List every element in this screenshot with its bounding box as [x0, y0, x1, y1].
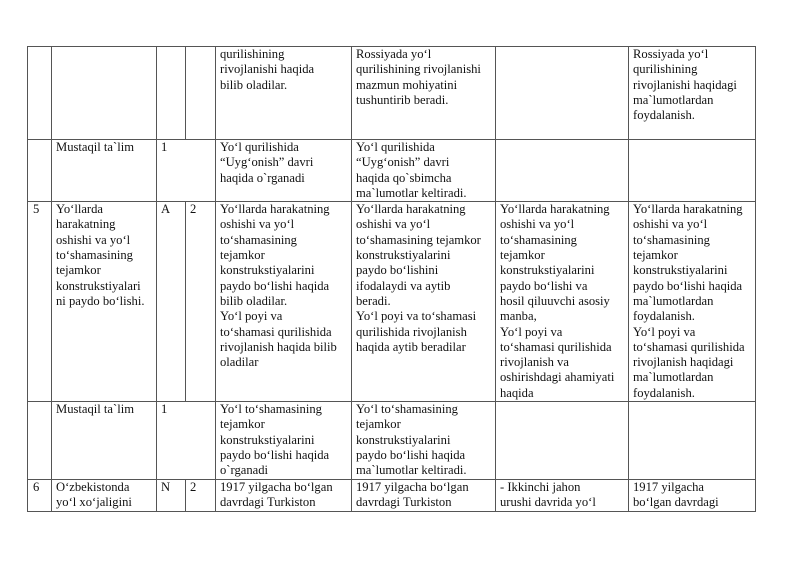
cell-outcome: Yo‘llarda harakatning oshishi va yo‘l to‘shamasining tejamkor konstrukstiyalarini paydo bo‘lishi haqida bilib oladilar. Yo‘l poyi va to‘shamasi qurilishida rivojlanish haqida bilib oladilar: [216, 202, 352, 402]
cell-number: [28, 402, 52, 480]
cell-topic: Mustaqil ta`lim: [52, 140, 157, 202]
cell-hours: [186, 47, 216, 140]
cell-methods: - Ikkinchi jahon urushi davrida yo‘l: [496, 480, 629, 512]
table-row: [28, 480, 756, 512]
cell-outcome: qurilishining rivojlanishi haqida bilib oladilar.: [216, 47, 352, 140]
cell-topic: Yo‘llarda harakatning oshishi va yo‘l to‘shamasining tejamkor konstrukstiyalari ni paydo bo‘lishi.: [52, 202, 157, 402]
cell-type: N: [157, 480, 186, 512]
cell-topic: [52, 47, 157, 140]
cell-methods: Yo‘llarda harakatning oshishi va yo‘l to‘shamasining tejamkor konstrukstiyalarini paydo bo‘lishi va hosil qiluuvchi asosiy manba, Yo‘l poyi va to‘shamasi qurilishida rivojlanish va oshirishdagi ahamiyati haqida: [496, 202, 629, 402]
cell-resources: Yo‘llarda harakatning oshishi va yo‘l to‘shamasining tejamkor konstrukstiyalarini paydo bo‘lishi haqida ma`lumotlardan foydalanish. Yo‘l poyi va to‘shamasi qurilishida rivojlanish haqidagi ma`lumotlardan foydalanish.: [629, 202, 756, 402]
cell-topic: Mustaqil ta`lim: [52, 402, 157, 480]
cell-assessment: Yo‘l to‘shamasining tejamkor konstrukstiyalarini paydo bo‘lishi haqida ma`lumotlar keltiradi.: [352, 402, 496, 480]
cell-resources: 1917 yilgacha bo‘lgan davrdagi: [629, 480, 756, 512]
cell-type: 1: [157, 402, 216, 480]
cell-resources: [629, 402, 756, 480]
cell-topic: O‘zbekistonda yo‘l xo‘jaligini: [52, 480, 157, 512]
cell-methods: [496, 402, 629, 480]
cell-assessment: Yo‘llarda harakatning oshishi va yo‘l to‘shamasining tejamkor konstrukstiyalarini paydo bo‘lishini ifodalaydi va aytib beradi. Yo‘l poyi va to‘shamasi qurilishida rivojlanish haqida aytib beradilar: [352, 202, 496, 402]
cell-hours: 2: [186, 480, 216, 512]
cell-type: 1: [157, 140, 216, 202]
cell-outcome: Yo‘l qurilishida “Uyg‘onish” davri haqida o`rganadi: [216, 140, 352, 202]
table-row: [28, 140, 756, 202]
cell-number: [28, 140, 52, 202]
cell-outcome: 1917 yilgacha bo‘lgan davrdagi Turkiston: [216, 480, 352, 512]
curriculum-table: [27, 46, 756, 512]
table-row: [28, 47, 756, 140]
cell-number: 5: [28, 202, 52, 402]
cell-resources: [629, 140, 756, 202]
cell-resources: Rossiyada yo‘l qurilishining rivojlanishi haqidagi ma`lumotlardan foydalanish.: [629, 47, 756, 140]
cell-number: 6: [28, 480, 52, 512]
cell-assessment: 1917 yilgacha bo‘lgan davrdagi Turkiston: [352, 480, 496, 512]
cell-assessment: Rossiyada yo‘l qurilishining rivojlanishi mazmun mohiyatini tushuntirib beradi.: [352, 47, 496, 140]
cell-assessment: Yo‘l qurilishida “Uyg‘onish” davri haqida qo`sbimcha ma`lumotlar keltiradi.: [352, 140, 496, 202]
cell-outcome: Yo‘l to‘shamasining tejamkor konstrukstiyalarini paydo bo‘lishi haqida o`rganadi: [216, 402, 352, 480]
cell-type: A: [157, 202, 186, 402]
table-row: [28, 402, 756, 480]
cell-methods: [496, 47, 629, 140]
cell-number: [28, 47, 52, 140]
cell-type: [157, 47, 186, 140]
cell-hours: 2: [186, 202, 216, 402]
cell-methods: [496, 140, 629, 202]
table-row: [28, 202, 756, 402]
